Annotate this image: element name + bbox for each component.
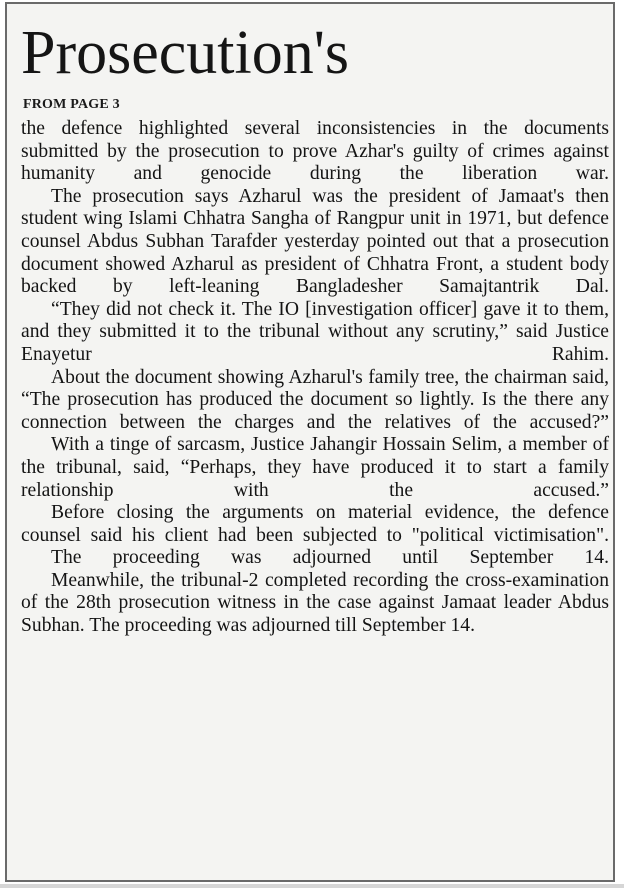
paragraph-2-text: The prosecution says Azharul was the president of Jamaat's then student wing Islami Chhatra Sangha of Rangpur unit in 1971, but defence counsel Abdus Subhan Tarafder yesterday pointed out that a prosecution document showed Azharul as president of Chhatra Front, a student body backed by left-leaning Bangladesher Samajtantrik Dal. [21,185,609,298]
bottom-rule [0,884,624,888]
paragraph-1 [21,118,609,186]
paragraph-8-text: Meanwhile, the tribunal-2 completed recording the cross-examination of the 28th prosecution witness in the case against Jamaat leader Abdus Subhan. The proceeding was adjourned till September 14. [21,569,609,637]
paragraph-5 [21,434,609,502]
paragraph-1-text: the defence highlighted several inconsistencies in the documents submitted by the prosecution to prove Azhar's guilty of crimes against humanity and genocide during the liberation war. [21,118,609,185]
paragraph-2 [21,186,609,299]
paragraph-3 [21,299,609,367]
paragraph-3-text: “They did not check it. The IO [investigation officer] gave it to them, and they submitted it to the tribunal without any scrutiny,” said Justice Enayetur Rahim. [21,298,609,365]
paragraph-6-text: Before closing the arguments on material evidence, the defence counsel said his client had been subjected to "political victimisation". [21,502,609,546]
newspaper-clipping [5,2,615,882]
article-body [21,118,609,638]
headline: Prosecution's [21,19,350,87]
paragraph-8 [21,570,609,638]
paragraph-7-text: The proceeding was adjourned until September 14. [51,547,609,569]
paragraph-4-text: About the document showing Azharul's family tree, the chairman said, “The prosecution has produced the document so lightly. Is the there any connection between the charges and the relatives of the accused?” [21,366,609,433]
paragraph-4 [21,367,609,435]
paragraph-5-text: With a tinge of sarcasm, Justice Jahangir Hossain Selim, a member of the tribunal, said, “Perhaps, they have produced it to start a family relationship with the accused.” [21,434,609,501]
paragraph-7 [21,547,609,570]
paragraph-6 [21,502,609,547]
jump-label: FROM PAGE 3 [23,97,120,112]
